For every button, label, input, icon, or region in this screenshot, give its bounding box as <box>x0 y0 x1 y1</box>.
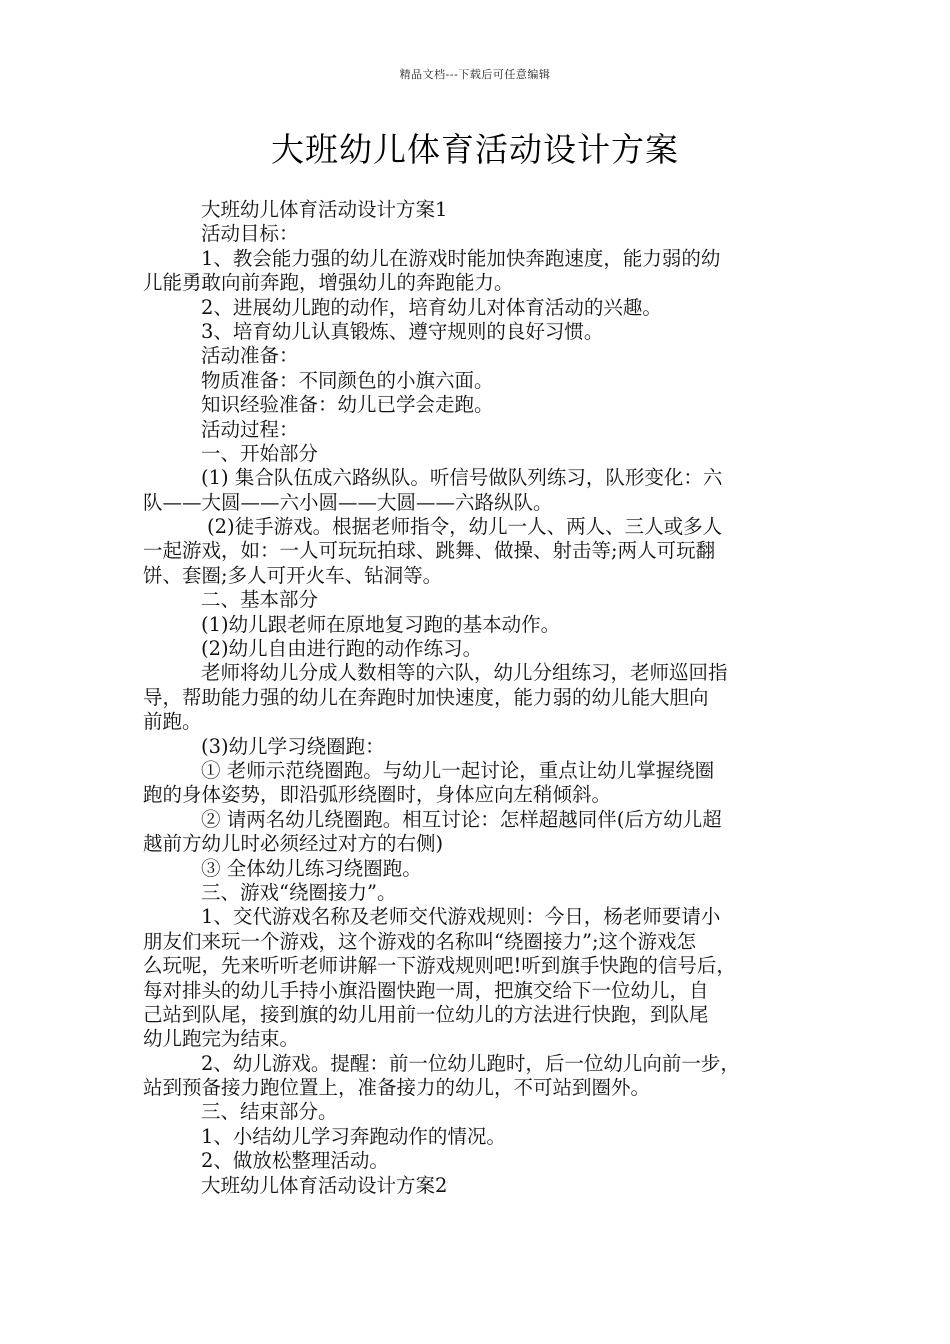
paragraph-line: 活动目标： <box>201 222 299 246</box>
paragraph-line: 活动过程： <box>201 417 299 441</box>
paragraph-line: 大班幼儿体育活动设计方案2 <box>201 1173 448 1197</box>
paragraph-line: 三、游戏“绕圈接力”。 <box>201 880 397 904</box>
paragraph-line: 1、小结幼儿学习奔跑动作的情况。 <box>201 1124 506 1148</box>
paragraph-line: 队——大圆——六小圆——大圆——六路纵队。 <box>143 490 553 514</box>
paragraph-line: 越前方幼儿时必须经过对方的右侧) <box>143 832 444 856</box>
paragraph-line: 每对排头的幼儿手持小旗沿圈快跑一周，把旗交给下一位幼儿，自 <box>143 978 709 1002</box>
paragraph-line: 朋友们来玩一个游戏，这个游戏的名称叫“绕圈接力”;这个游戏怎 <box>143 929 697 953</box>
paragraph-line: 一起游戏，如：一人可玩玩拍球、跳舞、做操、射击等;两人可玩翻 <box>143 539 716 563</box>
document-body <box>143 198 807 1198</box>
paragraph-line: 2、幼儿游戏。提醒：前一位幼儿跑时，后一位幼儿向前一步， <box>201 1051 740 1075</box>
paragraph-line: ① 老师示范绕圈跑。与幼儿一起讨论，重点让幼儿掌握绕圈 <box>201 758 715 782</box>
paragraph-line: 儿能勇敢向前奔跑，增强幼儿的奔跑能力。 <box>143 271 514 295</box>
paragraph-line: 二、基本部分 <box>201 588 319 612</box>
paragraph-line: 前跑。 <box>143 710 202 734</box>
paragraph-line: 三、结束部分。 <box>201 1100 338 1124</box>
paragraph-line: 1、交代游戏名称及老师交代游戏规则：今日，杨老师要请小 <box>201 905 721 929</box>
paragraph-line: (1) 集合队伍成六路纵队。听信号做队列练习，队形变化：六 <box>201 466 723 490</box>
paragraph-line: 物质准备：不同颜色的小旗六面。 <box>201 368 494 392</box>
paragraph-line: 导，帮助能力强的幼儿在奔跑时加快速度，能力弱的幼儿能大胆向 <box>143 685 709 709</box>
paragraph-line: ③ 全体幼儿练习绕圈跑。 <box>201 856 422 880</box>
paragraph-line: 饼、套圈;多人可开火车、钻洞等。 <box>143 563 443 587</box>
paragraph-line: 己站到队尾，接到旗的幼儿用前一位幼儿的方法进行快跑，到队尾 <box>143 1002 709 1026</box>
paragraph-line: 1、教会能力强的幼儿在游戏时能加快奔跑速度，能力弱的幼 <box>201 246 721 270</box>
paragraph-line: ② 请两名幼儿绕圈跑。相互讨论：怎样超越同伴(后方幼儿超 <box>201 807 722 831</box>
paragraph-line: (2)幼儿自由进行跑的动作练习。 <box>201 637 483 661</box>
paragraph-line: 老师将幼儿分成人数相等的六队，幼儿分组练习，老师巡回指 <box>201 661 728 685</box>
paragraph-line: 3、培育幼儿认真锻炼、遵守规则的良好习惯。 <box>201 319 604 343</box>
paragraph-line: 2、进展幼儿跑的动作，培育幼儿对体育活动的兴趣。 <box>201 295 662 319</box>
paragraph-line: (2)徒手游戏。根据老师指令，幼儿一人、两人、三人或多人 <box>207 515 723 539</box>
paragraph-line: 一、开始部分 <box>201 441 319 465</box>
paragraph-line: 知识经验准备：幼儿已学会走跑。 <box>201 393 494 417</box>
header-note: 精品文档---下载后可任意编辑 <box>399 68 551 81</box>
paragraph-line: 2、做放松整理活动。 <box>201 1149 389 1173</box>
paragraph-line: 跑的身体姿势，即沿弧形绕圈时，身体应向左稍倾斜。 <box>143 783 612 807</box>
paragraph-line: (1)幼儿跟老师在原地复习跑的基本动作。 <box>201 612 561 636</box>
paragraph-line: 站到预备接力跑位置上，准备接力的幼儿，不可站到圈外。 <box>143 1076 651 1100</box>
paragraph-line: 活动准备： <box>201 344 299 368</box>
paragraph-line: 大班幼儿体育活动设计方案1 <box>201 198 448 221</box>
document-title: 大班幼儿体育活动设计方案 <box>271 130 679 169</box>
paragraph-line: 么玩呢，先来听听老师讲解一下游戏规则吧!听到旗手快跑的信号后， <box>143 954 736 978</box>
paragraph-line: (3)幼儿学习绕圈跑： <box>201 734 385 758</box>
paragraph-line: 幼儿跑完为结束。 <box>143 1027 300 1051</box>
